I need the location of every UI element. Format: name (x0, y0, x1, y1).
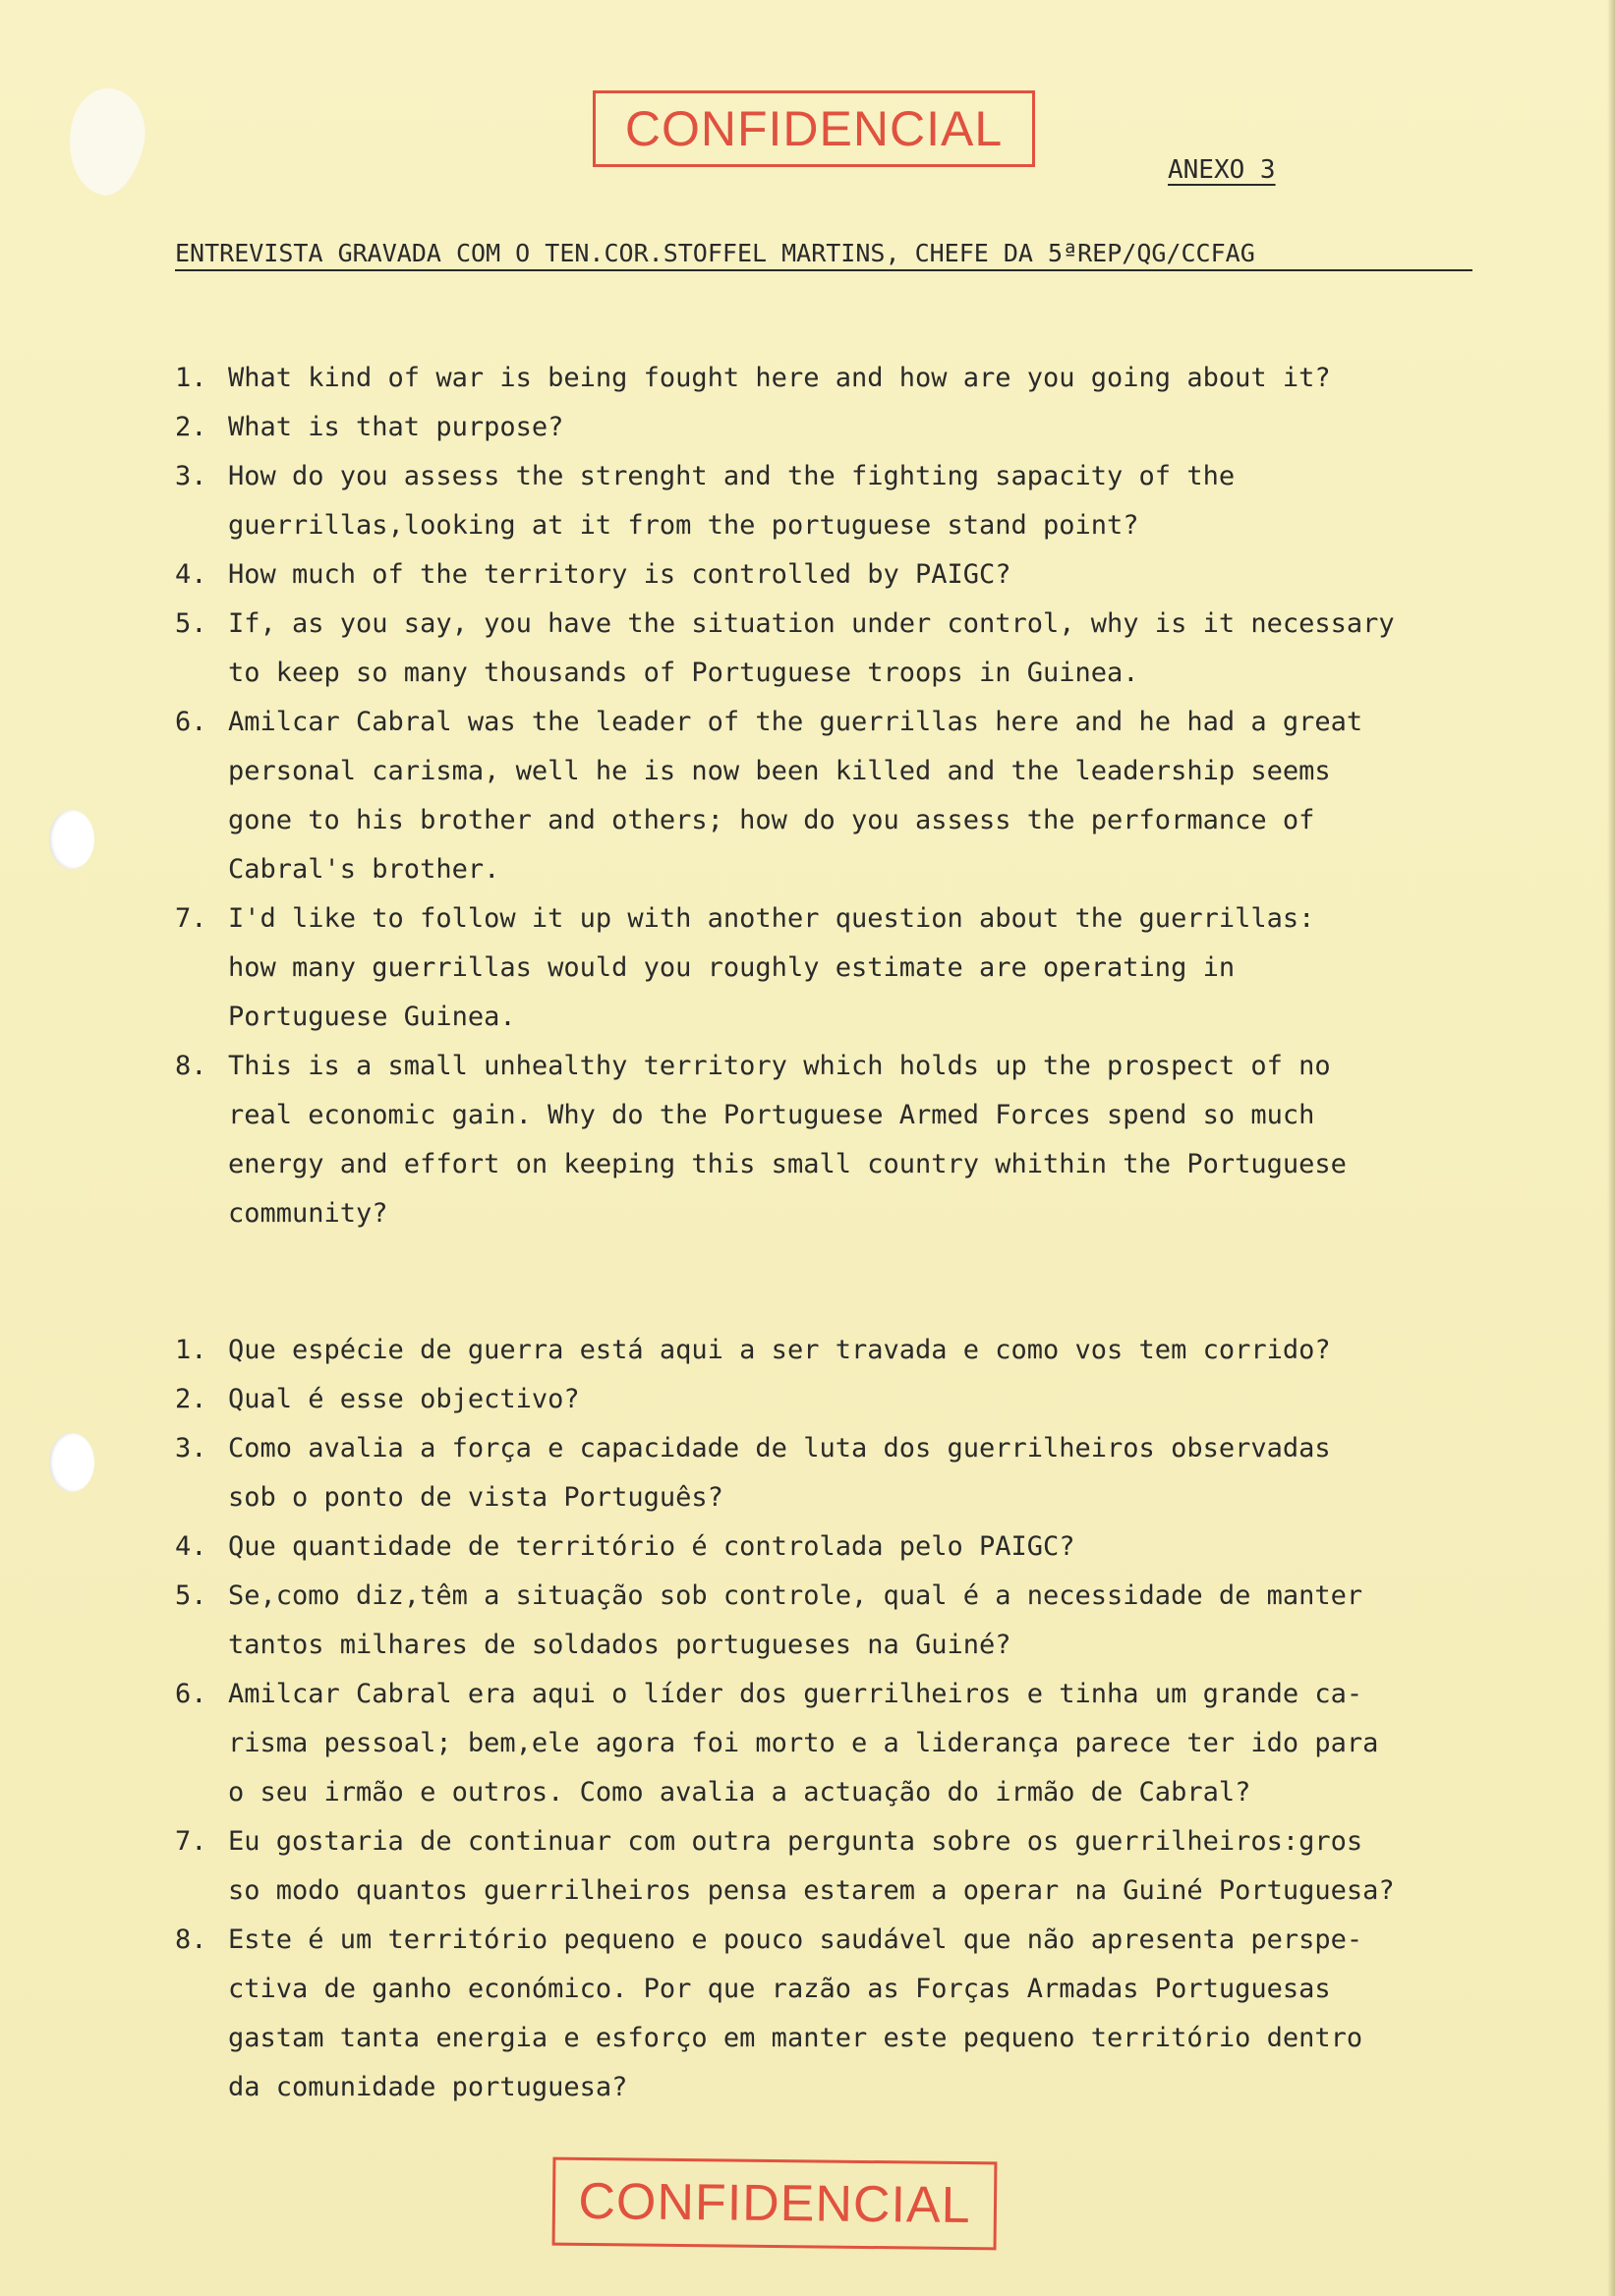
question-line: This is a small unhealthy territory which holds up the prospect of no (228, 1051, 1331, 1081)
question-line: How do you assess the strenght and the fighting sapacity of the (228, 461, 1236, 491)
question-number: 5. (175, 1580, 207, 1611)
question-line: Que espécie de guerra está aqui a ser travada e como vos tem corrido? (228, 1335, 1331, 1365)
question-number: 1. (175, 363, 207, 393)
question-text (228, 698, 1531, 894)
question-line: risma pessoal; bem,ele agora foi morto e a liderança parece ter ido para (228, 1728, 1379, 1758)
question-number: 3. (175, 1433, 207, 1464)
question-text (228, 1572, 1531, 1670)
question-number: 4. (175, 559, 207, 590)
question-text (228, 1522, 1531, 1572)
question-text (228, 1424, 1531, 1522)
question-line: Portuguese Guinea. (228, 1002, 516, 1032)
question-text (228, 894, 1531, 1042)
question-number: 4. (175, 1531, 207, 1562)
question-item (175, 354, 1531, 403)
document-heading: ENTREVISTA GRAVADA COM O TEN.COR.STOFFEL MARTINS, CHEFE DA 5ªREP/QG/CCFAG (175, 239, 1472, 271)
question-line: Como avalia a força e capacidade de luta dos guerrilheiros observadas (228, 1433, 1331, 1464)
annex-label: ANEXO 3 (1168, 155, 1276, 185)
question-text (228, 1817, 1531, 1916)
question-line: If, as you say, you have the situation under control, why is it necessary (228, 608, 1395, 639)
question-number: 3. (175, 461, 207, 491)
question-number: 6. (175, 1679, 207, 1709)
question-line: What is that purpose? (228, 412, 564, 442)
question-number: 5. (175, 608, 207, 639)
question-line: o seu irmão e outros. Como avalia a actuação do irmão de Cabral? (228, 1777, 1251, 1808)
question-line: Eu gostaria de continuar com outra pergunta sobre os guerrilheiros:gros (228, 1826, 1363, 1857)
question-line: ctiva de ganho económico. Por que razão as Forças Armadas Portuguesas (228, 1974, 1331, 2004)
question-line: tantos milhares de soldados portugueses na Guiné? (228, 1630, 1011, 1660)
question-text (228, 1042, 1531, 1238)
question-text (228, 1670, 1531, 1817)
question-line: Amilcar Cabral was the leader of the guerrillas here and he had a great (228, 707, 1363, 737)
questions-portuguese (175, 1326, 1531, 2112)
question-line: What kind of war is being fought here and how are you going about it? (228, 363, 1331, 393)
question-line: gastam tanta energia e esforço em manter este pequeno território dentro (228, 2023, 1363, 2053)
question-number: 7. (175, 903, 207, 934)
question-line: How much of the territory is controlled by PAIGC? (228, 559, 1011, 590)
question-item (175, 600, 1531, 698)
question-line: so modo quantos guerrilheiros pensa estarem a operar na Guiné Portuguesa? (228, 1875, 1395, 1906)
question-item (175, 1572, 1531, 1670)
question-item (175, 1042, 1531, 1238)
page-edge (1607, 0, 1615, 2296)
question-number: 2. (175, 1384, 207, 1414)
question-item (175, 1375, 1531, 1424)
punch-hole (49, 1433, 94, 1492)
question-line: guerrillas,looking at it from the portuguese stand point? (228, 510, 1139, 541)
question-line: energy and effort on keeping this small country whithin the Portuguese (228, 1149, 1347, 1179)
question-text (228, 550, 1531, 600)
question-text (228, 452, 1531, 550)
question-line: Cabral's brother. (228, 854, 500, 885)
question-line: da comunidade portuguesa? (228, 2072, 628, 2102)
question-item (175, 1670, 1531, 1817)
question-number: 1. (175, 1335, 207, 1365)
question-line: Se,como diz,têm a situação sob controle, qual é a necessidade de manter (228, 1580, 1363, 1611)
question-line: how many guerrillas would you roughly estimate are operating in (228, 952, 1236, 983)
question-number: 6. (175, 707, 207, 737)
question-text (228, 1916, 1531, 2112)
questions-english (175, 354, 1531, 1238)
question-line: sob o ponto de vista Português? (228, 1482, 723, 1513)
question-item (175, 550, 1531, 600)
question-item (175, 1817, 1531, 1916)
question-line: Amilcar Cabral era aqui o líder dos guerrilheiros e tinha um grande ca- (228, 1679, 1363, 1709)
question-text (228, 354, 1531, 403)
question-item (175, 1522, 1531, 1572)
question-text (228, 1326, 1531, 1375)
question-number: 8. (175, 1924, 207, 1955)
question-item (175, 1424, 1531, 1522)
question-line: gone to his brother and others; how do you assess the performance of (228, 805, 1315, 835)
question-text (228, 600, 1531, 698)
question-text (228, 403, 1531, 452)
question-line: Este é um território pequeno e pouco saudável que não apresenta perspe- (228, 1924, 1363, 1955)
question-item (175, 894, 1531, 1042)
question-item (175, 452, 1531, 550)
confidential-stamp-top: CONFIDENCIAL (593, 90, 1035, 167)
question-item (175, 403, 1531, 452)
question-number: 2. (175, 412, 207, 442)
question-item (175, 1916, 1531, 2112)
question-line: personal carisma, well he is now been killed and the leadership seems (228, 756, 1331, 786)
question-item (175, 1326, 1531, 1375)
question-line: to keep so many thousands of Portuguese troops in Guinea. (228, 658, 1139, 688)
question-number: 8. (175, 1051, 207, 1081)
punch-hole (49, 810, 94, 869)
question-line: community? (228, 1198, 388, 1229)
question-line: real economic gain. Why do the Portuguese Armed Forces spend so much (228, 1100, 1315, 1130)
confidential-stamp-bottom: CONFIDENCIAL (552, 2157, 998, 2251)
question-line: I'd like to follow it up with another question about the guerrillas: (228, 903, 1315, 934)
question-line: Qual é esse objectivo? (228, 1384, 580, 1414)
question-number: 7. (175, 1826, 207, 1857)
question-line: Que quantidade de território é controlada pelo PAIGC? (228, 1531, 1075, 1562)
paper-tear (59, 82, 154, 201)
question-item (175, 698, 1531, 894)
question-text (228, 1375, 1531, 1424)
